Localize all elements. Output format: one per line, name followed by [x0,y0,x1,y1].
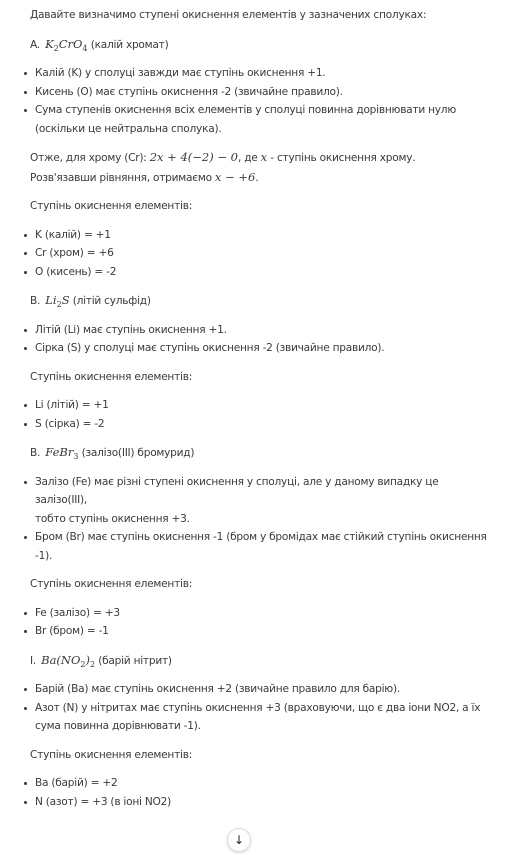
solution-line: Розв'язавши рівняння, отримаємо x − +6. [30,169,259,184]
list-item: Літій (Li) має ступінь окиснення +1. [23,321,493,340]
section-g-heading [30,651,500,671]
list-item: Бром (Br) має ступінь окиснення -1 (бром у бромідах має стійкий ступінь окиснення -1). [23,528,493,565]
section-a-states [23,226,493,282]
list-item: S (сірка) = -2 [23,415,493,434]
section-v-name: (залізо(III) бромурид) [81,447,195,459]
list-item: K (калій) = +1 [23,226,493,245]
formula-febr3: FeBr$_3$ [45,445,79,461]
list-item: Калій (K) у сполуці завжди має ступінь окиснення +1. [23,64,493,83]
list-item: Кисень (O) має ступінь окиснення -2 (звичайне правило). [23,83,493,102]
section-a-label: A. [30,38,40,51]
section-v-heading [30,443,500,463]
formula-bano22: $Ba(NO_2)_2$ [41,652,96,669]
equation-line: Отже, для хрому (Cr): 2x + 4(−2) − 0, де x - ступінь окиснення хрому. [30,150,416,164]
section-b-states-title: Ступінь окиснення елементів: [30,370,193,383]
section-v-states-title: Ступінь окиснення елементів: [30,578,193,590]
section-g-states [23,774,493,811]
list-item: Азот (N) у нітритах має ступінь окиснення +3 (враховуючи, що є два іони NO2, а їх сума повинна дорівнювати -1). [23,699,493,736]
list-item: Fe (залізо) = +3 [23,604,493,623]
section-g-name: (барій нітрит) [98,654,172,667]
list-item: Br (бром) = -1 [23,622,493,641]
section-b-states [23,396,493,433]
formula-li2s: $Li_2S$ [45,293,70,309]
section-g-rules [23,680,493,736]
list-item: O (кисень) = -2 [23,263,493,282]
list-item: N (азот) = +3 (в іоні NO2) [23,793,493,812]
formula-k2cro4: $K_2CrO_4$ [45,36,88,53]
list-item: Li (літій) = +1 [23,396,493,415]
section-v-rules [23,473,493,566]
section-g-label: I. [30,654,36,667]
section-b-label: B. [30,295,41,307]
section-g-states-title: Ступінь окиснення елементів: [30,748,193,761]
intro-text: Давайте визначимо ступені окиснення елементів у зазначених сполуках: [30,9,427,21]
section-b-rules [23,321,493,358]
list-item: Залізо (Fe) має різні ступені окиснення у сполуці, але у даному випадку це залізо(III), тобто ступінь окиснення +3. [23,473,493,529]
scroll-to-bottom-button[interactable] [227,828,251,852]
section-a-rules [23,64,493,138]
section-b-name: (літій сульфід) [72,295,151,307]
list-item: Сума ступенів окиснення всіх елементів у сполуці повинна дорівнювати нулю (оскільки це нейтральна сполука). [23,101,493,138]
section-v-states [23,604,493,641]
section-a-states-title: Ступінь окиснення елементів: [30,200,193,212]
list-item: Сірка (S) у сполуці має ступінь окиснення -2 (звичайне правило). [23,339,493,358]
arrow-down-icon: ↓ [233,833,245,847]
section-a-name: (калій хромат) [90,38,169,51]
section-b-heading [30,291,500,311]
list-item: Cr (хром) = +6 [23,244,493,263]
list-item: Барій (Ba) має ступінь окиснення +2 (звичайне правило для барію). [23,680,493,699]
section-v-label: B. [30,447,41,459]
section-a-heading [30,35,500,55]
list-item: Ba (барій) = +2 [23,774,493,793]
